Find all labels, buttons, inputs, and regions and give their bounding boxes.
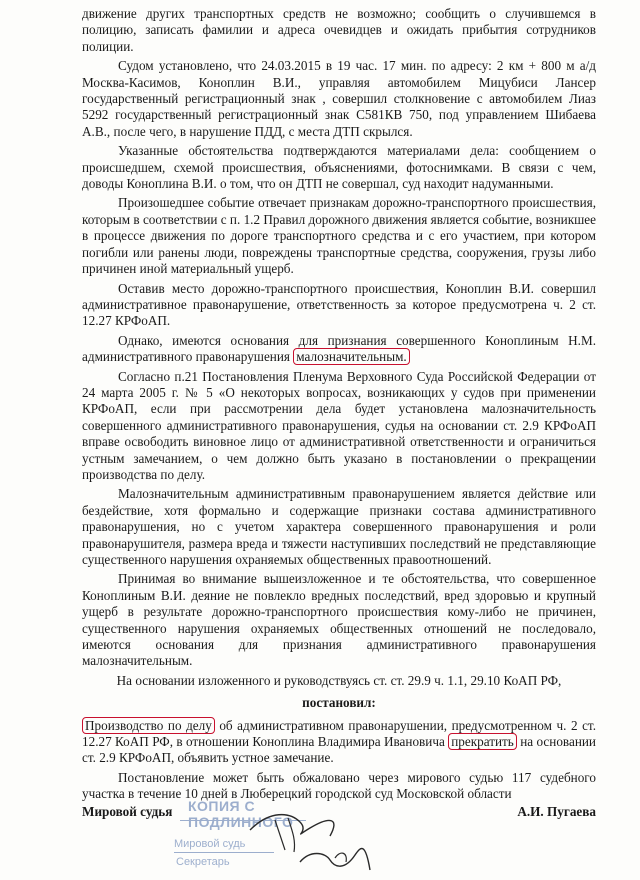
paragraph-6 [82,333,596,366]
circled-word-malo: малозначительным. [293,348,409,365]
paragraph-4: Произошедшее событие отвечает признакам дорожно-транспортного происшествия, которым в соответствии с п. 1.2 Правил дорожного движения является событие, возникшее в процессе движения по дороге транспортного средства и с его участием, при котором погибли или ранены люди, повреждены транспортные средства, сооружения, грузы либо причинен иной материальный ущерб. [82,195,597,277]
stamp-line-2: Мировой судь [174,838,246,850]
paragraph-3: Указанные обстоятельства подтверждаются материалами дела: сообщением о происшедшем, схемой происшествия, объяснениями, фотоснимками. В связи с чем, доводы Коноплина В.И. о том, что он ДТП не совершал, суд находит надуманными. [82,143,596,192]
paragraph-2: Судом установлено, что 24.03.2015 в 19 час. 17 мин. по адресу: 2 км + 800 м а/д Москва-Касимов, Коноплин В.И., управляя автомобилем Мицубиси Лансер государственный регистрационный знак , совершил столкновение с автомобилем Лиаз 5292 государственный регистрационный знак С581КВ 750, под управлением Шибаева А.В., после чего, в нарушение ПДД, с места ДТП скрылся. [82,58,596,139]
paragraph-1: движение других транспортных средств не возможно; сообщить о случившемся в полицию, записать фамилии и адреса очевидцев и ожидать прибытия сотрудников полиции. [82,6,596,54]
basis-line: На основании изложенного и руководствуясь ст. ст. 29.9 ч. 1.1, 29.10 КоАП РФ, [116,672,562,688]
paragraph-8: Малозначительным административным правонарушением является действие или бездействие, хотя формально и содержащие признаки состава административного правонарушения, но с учетом характера совершенного правонарушения и роли правонарушителя, размера вреда и тяжести наступивших последствий не представляющие существенного нарушения охраняемых общественных правоотношений. [82,486,596,567]
paragraph-6-text: Однако, имеются основания для признания совершенного Коноплиным Н.М. административного правонарушения [82,332,596,365]
judge-name: А.И. Пугаева [517,804,596,819]
circled-word-terminate: прекратить [448,733,517,750]
stamp-line-1: КОПИЯ С ПОДЛИННОГО [188,798,294,830]
circled-phrase-proceedings: Производство по делу [82,717,215,734]
document-body [82,6,596,806]
decree-middle: об административном правонарушении, предусмотренном ч. 2 ст. 12.27 КоАП РФ, в отношении Коноплина Владимира Ивановича [82,717,596,750]
decree-heading: постановил: [302,695,376,711]
judge-title: Мировой судья [82,804,173,819]
decree-paragraph [82,718,596,767]
stamp-line-3: Секретарь [176,856,230,868]
handwritten-signature [230,800,390,880]
appeal-paragraph: Постановление может быть обжаловано через мирового судью 117 судебного участка в течение 10 дней в Люберецкий городской суд Московской области [82,769,596,802]
paragraph-7: Согласно п.21 Постановления Пленума Верховного Суда Российской Федерации от 24 марта 2005 г. № 5 «О некоторых вопросах, возникающих у судов при применении КРФоАП, если при рассмотрении дела будет установлена малозначительность совершенного административного правонарушения, судья на основании ст. 2.9 КРФоАП вправе освободить виновное лицо от административной ответственности и ограничиться устным замечанием, о чем должно быть указано в постановлении о прекращении производства по делу. [82,368,596,482]
paragraph-9: Принимая во внимание вышеизложенное и те обстоятельства, что совершенное Коноплиным В.И. деяние не повлекло вредных последствий, вред здоровью и крупный ущерб в результате дорожно-транспортного происшествия кому-либо не причинен, существенного нарушения охраняемых общественных отношений не последовало, имеются основания для признания административного правонарушения малозначительным. [82,571,596,669]
paragraph-5: Оставив место дорожно-транспортного происшествия, Коноплин В.И. совершил административное правонарушение, ответственность за которое предусмотрена ч. 2 ст. 12.27 КРФоАП. [82,280,596,329]
decree-end: на основании ст. 2.9 КРФоАП, объявить устное замечание. [82,734,596,766]
